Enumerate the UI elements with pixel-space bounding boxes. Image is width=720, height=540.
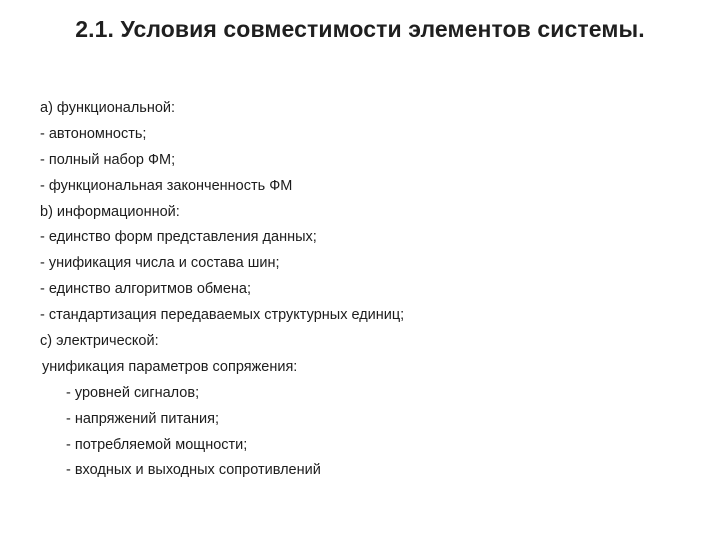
list-item: - стандартизация передаваемых структурных единиц; [40,307,405,324]
list-item: - полный набор ФМ; [40,151,176,168]
section-heading-electrical: c) электрической: [40,333,159,350]
section-heading-informational: b) информационной: [40,203,180,220]
list-subheading: унификация параметров сопряжения: [42,358,298,375]
list-item: - единство алгоритмов обмена; [40,281,252,298]
list-subitem: - потребляемой мощности; [66,436,248,453]
list-item: - единство форм представления данных; [40,229,317,246]
list-subitem: - напряжений питания; [66,410,220,427]
slide-title: 2.1. Условия совместимости элементов системы. [75,16,645,42]
list-subitem: - входных и выходных сопротивлений [66,462,321,479]
list-subitem: - уровней сигналов; [66,384,200,401]
list-item: - функциональная законченность ФМ [40,177,293,194]
list-item: - унификация числа и состава шин; [40,255,280,272]
slide-body-list [40,96,700,484]
list-item: - автономность; [40,125,147,142]
section-heading-functional: a) функциональной: [40,100,176,116]
